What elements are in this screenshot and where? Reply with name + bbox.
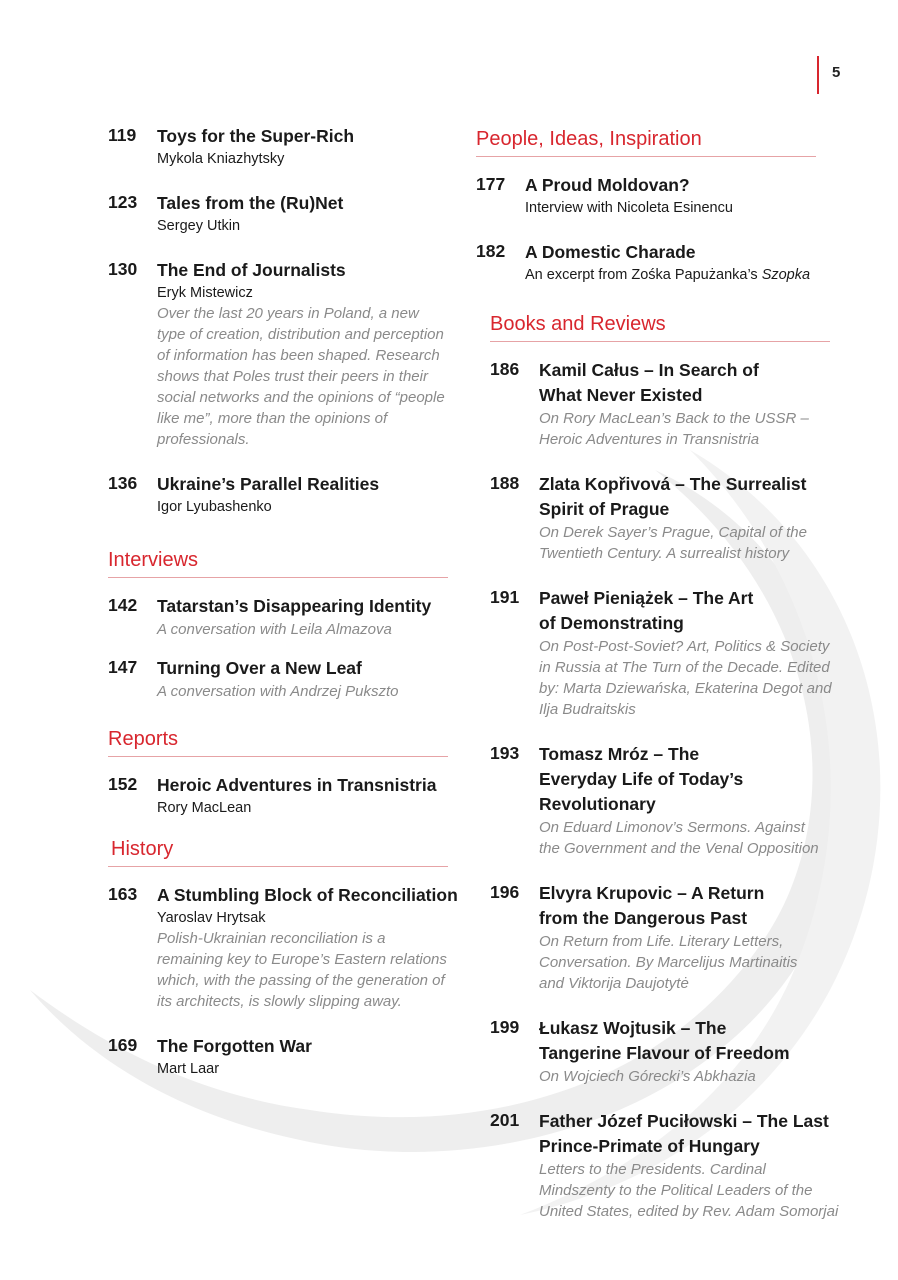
entry-title: Paweł Pieniążek – The Art of Demonstrating: [539, 588, 754, 633]
entry-title: Tales from the (Ru)Net: [157, 193, 344, 213]
entry-description: Polish-Ukrainian reconciliation is a remaining key to Europe’s Eastern relations which, with the passing of the generation of its architects, is slowly slipping away.: [157, 930, 447, 1010]
entry-title: Zlata Kopřivová – The Surrealist Spirit of Prague: [539, 474, 807, 519]
entry-description: A conversation with Leila Almazova: [157, 621, 392, 638]
toc-entry[interactable]: [490, 586, 846, 720]
entry-title: Łukasz Wojtusik – The Tangerine Flavour of Freedom: [539, 1018, 790, 1063]
entry-author: Mykola Kniazhytsky: [157, 151, 285, 167]
section-history: [108, 836, 448, 867]
toc-entry[interactable]: [490, 1016, 846, 1087]
entry-title: Tatarstan’s Disappearing Identity: [157, 596, 432, 616]
entry-author: Mart Laar: [157, 1061, 220, 1077]
entry-author: [525, 265, 846, 285]
toc-entry[interactable]: [476, 173, 846, 218]
toc-entry[interactable]: [476, 240, 846, 285]
left-column: [108, 124, 458, 1101]
entry-description: A conversation with Andrzej Pukszto: [157, 683, 399, 700]
entry-page-number: 152: [108, 774, 138, 794]
entry-page-number: 191: [490, 587, 520, 607]
toc-entry[interactable]: [490, 472, 846, 564]
toc-entry[interactable]: [490, 1109, 846, 1222]
entry-title: The Forgotten War: [157, 1036, 312, 1056]
entry-author: Eryk Mistewicz: [157, 285, 253, 301]
toc-entry[interactable]: [108, 656, 458, 702]
entry-page-number: 177: [476, 174, 506, 194]
entry-page-number: 188: [490, 473, 520, 493]
entry-description: On Return from Life. Literary Letters, Conversation. By Marcelijus Martinaitis and Viktorija Daujotytė: [539, 933, 798, 992]
page-marker-bar: [817, 56, 819, 94]
entry-title: Turning Over a New Leaf: [157, 658, 362, 678]
entry-description: On Eduard Limonov’s Sermons. Against the Government and the Venal Opposition: [539, 819, 819, 857]
entry-author: Yaroslav Hrytsak: [157, 910, 266, 926]
entry-description: On Rory MacLean’s Back to the USSR – Heroic Adventures in Transnistria: [539, 410, 809, 448]
section-heading: Books and Reviews: [490, 311, 830, 342]
entry-description: Over the last 20 years in Poland, a new type of creation, distribution and perception of information has been shaped. Research shows that Poles trust their peers in their social networks and the opinions of “people like me”, more than the opinions of professionals.: [157, 305, 445, 448]
section-heading: History: [108, 836, 448, 867]
toc-entry[interactable]: [490, 742, 846, 859]
section-interviews: [108, 547, 448, 578]
section-heading: People, Ideas, Inspiration: [476, 126, 816, 157]
entry-author-text: An excerpt from Zośka Papużanka’s: [525, 267, 758, 283]
page-number: 5: [832, 64, 841, 81]
entry-page-number: 193: [490, 743, 520, 763]
entry-page-number: 196: [490, 882, 520, 902]
entry-title: A Stumbling Block of Reconciliation: [157, 885, 458, 905]
entry-author: Igor Lyubashenko: [157, 499, 272, 515]
entry-title: The End of Journalists: [157, 260, 346, 280]
entry-page-number: 147: [108, 657, 138, 677]
entry-title: Father Józef Puciłowski – The Last Prince-Primate of Hungary: [539, 1111, 829, 1156]
toc-entry[interactable]: [108, 258, 458, 450]
entry-title: Ukraine’s Parallel Realities: [157, 474, 380, 494]
entry-page-number: 119: [108, 125, 137, 145]
entry-title: Elvyra Krupovic – A Return from the Dangerous Past: [539, 883, 765, 928]
entry-page-number: 199: [490, 1017, 520, 1037]
entry-page-number: 201: [490, 1110, 520, 1130]
right-column: [476, 124, 846, 1244]
toc-entry[interactable]: [108, 773, 458, 818]
entry-description: On Derek Sayer’s Prague, Capital of the Twentieth Century. A surrealist history: [539, 524, 807, 562]
toc-entry[interactable]: [108, 472, 458, 517]
entry-description: Letters to the Presidents. Cardinal Mindszenty to the Political Leaders of the United States, edited by Rev. Adam Somorjai: [539, 1161, 839, 1220]
section-heading: Interviews: [108, 547, 448, 578]
section-books-and-reviews: [490, 311, 830, 342]
entry-title: Toys for the Super-Rich: [157, 126, 355, 146]
entry-description: On Post-Post-Soviet? Art, Politics & Society in Russia at The Turn of the Decade. Edited by: Marta Dziewańska, Ekaterina Degot and Ilja Budraitskis: [539, 638, 832, 718]
entry-page-number: 142: [108, 595, 138, 615]
entry-title: Tomasz Mróz – The Everyday Life of Today’s Revolutionary: [539, 744, 744, 814]
entry-page-number: 123: [108, 192, 138, 212]
entry-page-number: 182: [476, 241, 506, 261]
entry-title: Kamil Całus – In Search of What Never Existed: [539, 360, 759, 405]
section-heading: Reports: [108, 726, 448, 757]
entry-title: A Proud Moldovan?: [525, 175, 690, 195]
toc-entry[interactable]: [108, 594, 458, 640]
section-people-ideas-inspiration: [476, 126, 816, 157]
toc-entry[interactable]: [108, 1034, 458, 1079]
entry-title: A Domestic Charade: [525, 242, 696, 262]
toc-entry[interactable]: [108, 124, 458, 169]
toc-entry[interactable]: [108, 191, 458, 236]
section-reports: [108, 726, 448, 757]
entry-title: Heroic Adventures in Transnistria: [157, 775, 437, 795]
toc-entry[interactable]: [490, 881, 846, 994]
entry-author: Rory MacLean: [157, 800, 252, 816]
entry-page-number: 169: [108, 1035, 138, 1055]
entry-author: Sergey Utkin: [157, 218, 241, 234]
entry-page-number: 130: [108, 259, 138, 279]
entry-page-number: 136: [108, 473, 138, 493]
toc-entry[interactable]: [490, 358, 846, 450]
entry-author: Interview with Nicoleta Esinencu: [525, 200, 733, 216]
entry-author-work: Szopka: [761, 267, 811, 283]
entry-description: On Wojciech Górecki’s Abkhazia: [539, 1068, 756, 1085]
entry-page-number: 186: [490, 359, 520, 379]
entry-page-number: 163: [108, 884, 138, 904]
toc-entry[interactable]: [108, 883, 458, 1012]
